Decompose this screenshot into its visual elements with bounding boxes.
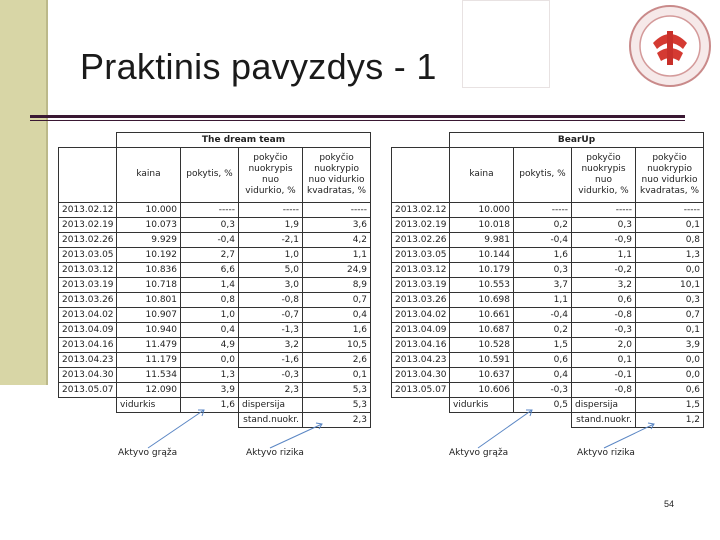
- asset-risk-note: Aktyvo rizika: [246, 448, 304, 458]
- stdev-value: 2,3: [303, 412, 371, 427]
- header-cell: pokyčio nuokrypio nuo vidurkio kvadratas, %: [636, 147, 704, 202]
- variance-value: 5,3: [303, 397, 371, 412]
- table-row: 2013.02.19 10.073 0,3 1,9 3,6: [59, 217, 371, 232]
- table-row: 2013.02.26 9.929 -0,4 -2,1 4,2: [59, 232, 371, 247]
- mean-value: 0,5: [514, 397, 572, 412]
- arrow-right-risk: [604, 424, 654, 448]
- table-row: 2013.04.30 11.534 1,3 -0,3 0,1: [59, 367, 371, 382]
- table-row: 2013.04.09 10.940 0,4 -1,3 1,6: [59, 322, 371, 337]
- variance-value: 1,5: [636, 397, 704, 412]
- table-row: 2013.04.23 10.591 0,6 0,1 0,0: [392, 352, 704, 367]
- header-cell: kaina: [117, 147, 181, 202]
- table-row: 2013.03.12 10.836 6,6 5,0 24,9: [59, 262, 371, 277]
- asset-risk-note: Aktyvo rizika: [577, 448, 635, 458]
- header-cell: pokyčio nuokrypis nuo vidurkio, %: [572, 147, 636, 202]
- header-cell: pokytis, %: [514, 147, 572, 202]
- table-title: BearUp: [450, 133, 704, 148]
- mean-label: vidurkis: [450, 397, 514, 412]
- table-row: 2013.03.05 10.192 2,7 1,0 1,1: [59, 247, 371, 262]
- table-row: 2013.03.26 10.698 1,1 0,6 0,3: [392, 292, 704, 307]
- stdev-value: 1,2: [636, 412, 704, 427]
- table-row: 2013.03.19 10.718 1,4 3,0 8,9: [59, 277, 371, 292]
- variance-label: dispersija: [239, 397, 303, 412]
- table-title: The dream team: [117, 133, 371, 148]
- table-row: 2013.04.16 10.528 1,5 2,0 3,9: [392, 337, 704, 352]
- table-row: 2013.02.12 10.000 ----- ----- -----: [59, 202, 371, 217]
- table-row: 2013.04.16 11.479 4,9 3,2 10,5: [59, 337, 371, 352]
- table-row: 2013.05.07 12.090 3,9 2,3 5,3: [59, 382, 371, 397]
- table-row: 2013.03.05 10.144 1,6 1,1 1,3: [392, 247, 704, 262]
- stdev-label: stand.nuokr.: [572, 412, 636, 427]
- table-row: 2013.02.26 9.981 -0,4 -0,9 0,8: [392, 232, 704, 247]
- arrow-left-risk: [270, 424, 322, 448]
- header-cell: pokyčio nuokrypis nuo vidurkio, %: [239, 147, 303, 202]
- page-number: 54: [664, 499, 675, 509]
- header-cell: pokytis, %: [181, 147, 239, 202]
- asset-return-note: Aktyvo grąža: [118, 448, 178, 458]
- slide-title: Praktinis pavyzdys - 1: [80, 46, 437, 87]
- table-row: 2013.04.23 11.179 0,0 -1,6 2,6: [59, 352, 371, 367]
- asset-return-note: Aktyvo grąža: [449, 448, 509, 458]
- table-row: 2013.04.30 10.637 0,4 -0,1 0,0: [392, 367, 704, 382]
- table-row: 2013.04.02 10.907 1,0 -0,7 0,4: [59, 307, 371, 322]
- mean-label: vidurkis: [117, 397, 181, 412]
- table-row: 2013.04.02 10.661 -0,4 -0,8 0,7: [392, 307, 704, 322]
- mean-value: 1,6: [181, 397, 239, 412]
- table-row: 2013.05.07 10.606 -0,3 -0,8 0,6: [392, 382, 704, 397]
- table-row: 2013.03.12 10.179 0,3 -0,2 0,0: [392, 262, 704, 277]
- arrow-left-return: [148, 410, 204, 448]
- stdev-label: stand.nuokr.: [239, 412, 303, 427]
- table-row: 2013.02.19 10.018 0,2 0,3 0,1: [392, 217, 704, 232]
- table-row: 2013.02.12 10.000 ----- ----- -----: [392, 202, 704, 217]
- table-row: 2013.03.26 10.801 0,8 -0,8 0,7: [59, 292, 371, 307]
- table-row: 2013.04.09 10.687 0,2 -0,3 0,1: [392, 322, 704, 337]
- header-cell: pokyčio nuokrypio nuo vidurkio kvadratas, %: [303, 147, 371, 202]
- arrow-right-return: [478, 410, 532, 448]
- table-row: 2013.03.19 10.553 3,7 3,2 10,1: [392, 277, 704, 292]
- header-cell: kaina: [450, 147, 514, 202]
- variance-label: dispersija: [572, 397, 636, 412]
